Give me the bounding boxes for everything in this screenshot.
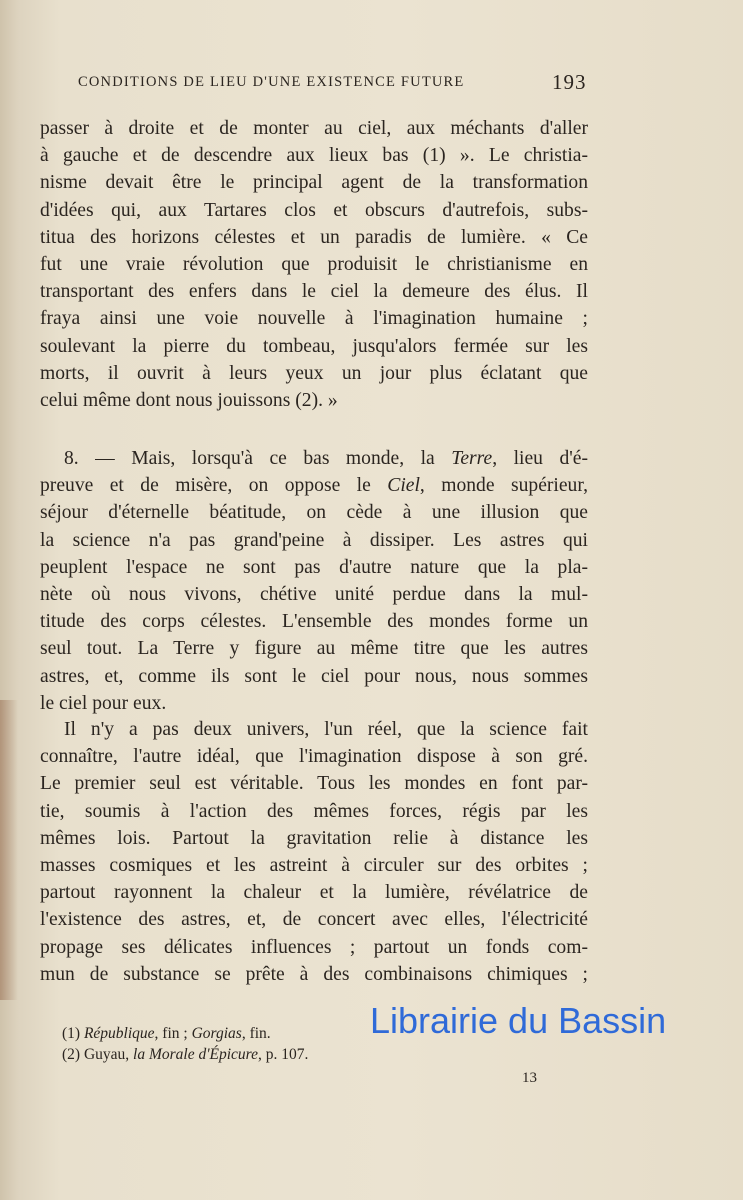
text-line: titua des horizons célestes et un paradis de lumière. « Ce [40,226,588,248]
text-line: celui même dont nous jouissons (2). » [40,390,338,412]
paragraph-8 [40,445,588,717]
text-line: le ciel pour eux. [40,692,167,714]
text-line: peuplent l'espace ne sont pas d'autre nature que la pla- [40,556,588,578]
text-line: l'existence des astres, et, de concert avec elles, l'électricité [40,909,588,931]
gutter-shadow [0,700,18,1000]
running-title: CONDITIONS DE LIEU D'UNE EXISTENCE FUTURE [78,74,465,90]
page-number: 193 [552,70,587,94]
paragraph-continuation [40,115,588,414]
text-line: Le premier seul est véritable. Tous les mondes en font par- [40,773,588,795]
text-line: morts, il ouvrit à leurs yeux un jour plus éclatant que [40,362,588,384]
text-line: fraya ainsi une voie nouvelle à l'imagination humaine ; [40,308,588,330]
signature-mark: 13 [522,1070,537,1086]
text-line: preuve et de misère, on oppose le Ciel, monde supérieur, [40,475,588,497]
footnote-2: (2) Guyau, la Morale d'Épicure, p. 107. [62,1046,309,1063]
text-line: nète où nous vivons, chétive unité perdue dans la mul- [40,584,588,606]
text-line: tie, soumis à l'action des mêmes forces, régis par les [40,800,588,822]
text-line: à gauche et de descendre aux lieux bas (1) ». Le christia- [40,145,588,167]
section-number: 8. — [64,448,115,469]
text-line: passer à droite et de monter au ciel, aux méchants d'aller [40,118,588,139]
text-line: masses cosmiques et les astreint à circuler sur des orbites ; [40,855,588,877]
text-line: fut une vraie révolution que produisit le christianisme en [40,254,588,276]
text-line: 8. — Mais, lorsqu'à ce bas monde, la Terre, lieu d'é- [64,448,588,469]
emphasis-ciel: Ciel [387,475,420,497]
text-line: mun de substance se prête à des combinaisons chimiques ; [40,963,588,985]
text-line: la science n'a pas grand'peine à dissiper. Les astres qui [40,529,588,551]
watermark: Librairie du Bassin [370,1000,667,1041]
text-line: nisme devait être le principal agent de la transformation [40,172,588,194]
text-line: astres, et, comme ils sont le ciel pour nous, nous sommes [40,665,588,687]
emphasis-terre: Terre [451,448,493,469]
text-line: titude des corps célestes. L'ensemble des mondes forme un [40,611,588,633]
text-line: d'idées qui, aux Tartares clos et obscurs d'autrefois, subs- [40,199,588,221]
footnotes [62,1023,308,1065]
text-line: partout rayonnent la chaleur et la lumière, révélatrice de [40,882,588,904]
text-line: mêmes lois. Partout la gravitation relie à distance les [40,827,588,849]
text-line: connaître, l'autre idéal, que l'imagination dispose à son gré. [40,746,588,768]
paragraph-univers [40,716,588,988]
text-line: Il n'y a pas deux univers, l'un réel, que la science fait [64,719,588,740]
text-line: soulevant la pierre du tombeau, jusqu'alors fermée sur les [40,335,588,357]
text-line: transportant des enfers dans le ciel la demeure des élus. Il [40,281,588,303]
text-line: propage ses délicates influences ; partout un fonds com- [40,936,588,958]
footnote-1: (1) République, fin ; Gorgias, fin. [62,1025,271,1042]
text-line: seul tout. La Terre y figure au même titre que les autres [40,638,588,660]
text-line: séjour d'éternelle béatitude, on cède à une illusion que [40,502,588,524]
